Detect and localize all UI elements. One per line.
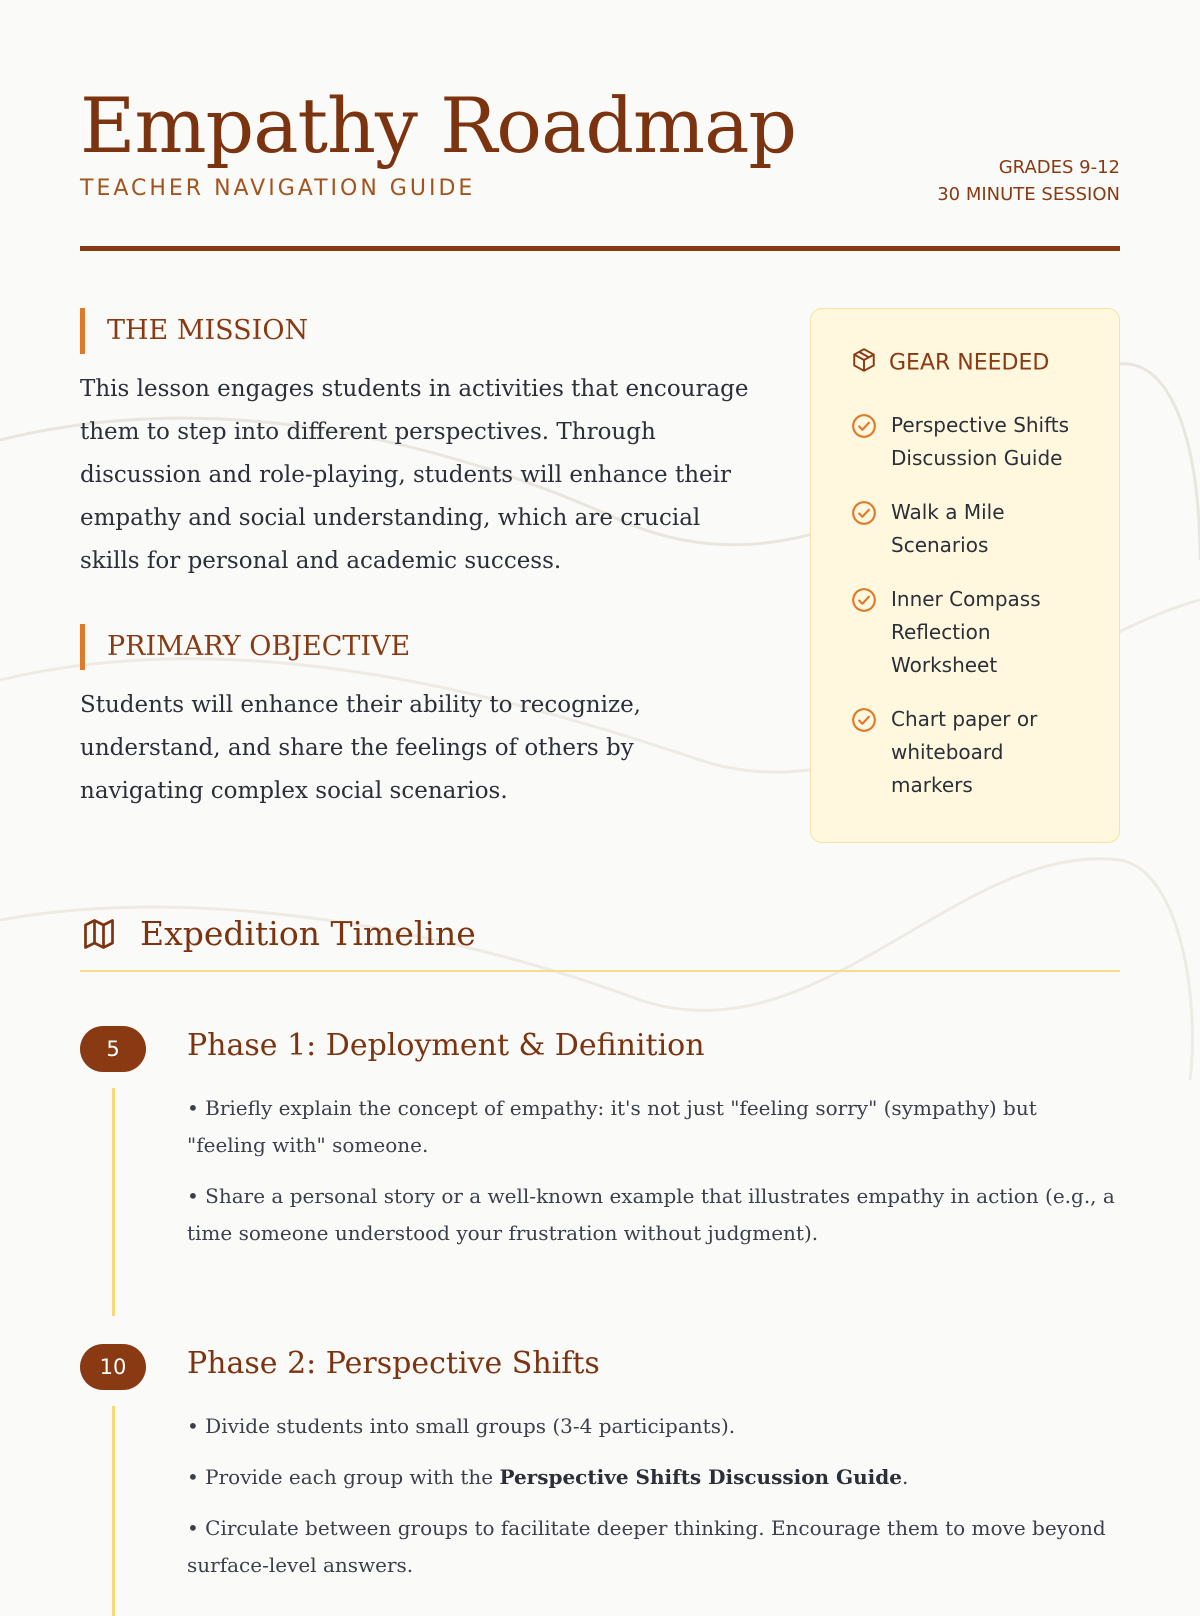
phase-title: Phase 2: Perspective Shifts: [187, 1346, 600, 1381]
page-title: Empathy Roadmap: [80, 81, 797, 170]
phase-bullet: • Divide students into small groups (3-4 participants).: [187, 1414, 736, 1438]
gear-heading: GEAR NEEDED: [851, 347, 1049, 379]
session-meta: [937, 154, 1120, 208]
phase-connector-line: [112, 1088, 115, 1316]
gear-item: [851, 409, 1101, 475]
grades-label: GRADES 9-12: [998, 157, 1120, 178]
phase-bullet: • Circulate between groups to facilitate deeper thinking. Encourage them to move beyond surface-level answers.: [187, 1516, 1106, 1577]
mission-text: This lesson engages students in activities that encourage them to step into different perspectives. Through discussion and role-playing, students will enhance their empathy and social understanding, which are crucial skills for personal and academic success.: [80, 376, 749, 574]
gear-item-label: Inner Compass Reflection Worksheet: [891, 587, 1041, 677]
timeline-divider: [80, 970, 1120, 972]
material-name: Perspective Shifts Discussion Guide: [499, 1465, 902, 1489]
page-subtitle: TEACHER NAVIGATION GUIDE: [80, 176, 476, 201]
gear-item-label: Walk a Mile Scenarios: [891, 500, 1005, 557]
box-icon: [851, 347, 877, 379]
phase-title: Phase 1: Deployment & Definition: [187, 1028, 705, 1063]
phase-bullet: • Share a personal story or a well-known example that illustrates empathy in action (e.g., a time someone understood your frustration without judgment).: [187, 1184, 1115, 1245]
check-circle-icon: [851, 587, 877, 617]
objective-text: Students will enhance their ability to recognize, understand, and share the feelings of others by navigating complex social scenarios.: [80, 692, 641, 804]
phase-bullet: • Briefly explain the concept of empathy: it's not just "feeling sorry" (sympathy) but "feeling with" someone.: [187, 1096, 1037, 1157]
phase-bullet-list: [187, 1090, 1117, 1266]
map-icon: [80, 916, 118, 960]
session-length-label: 30 MINUTE SESSION: [937, 184, 1120, 205]
phase-minutes-badge: 10: [80, 1344, 146, 1390]
lesson-page: Empathy Roadmap TEACHER NAVIGATION GUIDE GRADES 9-12 30 MINUTE SESSION THE MISSION This lesson engages students in activities that encourage them to step into different perspectives. Through discussion and role-playing, students will enhance their empathy and social understanding, which are crucial skills for personal and academic success. PRIMARY OBJECTIVE Students will enhance their ability to recognize, understand, and share the feelings of others by navigating complex social scenarios. GEAR NEEDED Perspective Shifts Discussion Guide Walk a Mile Scenarios Inner Compass Reflection Worksheet Chart paper or whiteboard markers Expedition Timeline 5 Phase 1: Deployment & Definition • Briefly explain the concept of empathy: it's not just "feeling sorry" (sympathy) but "feeling with" someone. • Share a personal story or a well-known example that illustrates empathy in action (e.g., a time someone understood your frustration without judgment). 10 Phase 2: Perspective Shifts • Divide students into small groups (3-4 participants). • Provide each group with the Perspective Shifts Discussion Guide. • Circulate between groups to facilitate deeper thinking. Encourage them to move beyond surface-level answers.: [80, 0, 1120, 1600]
gear-item-label: Perspective Shifts Discussion Guide: [891, 413, 1070, 470]
header-divider: [80, 246, 1120, 251]
check-circle-icon: [851, 707, 877, 737]
check-circle-icon: [851, 500, 877, 530]
objective-heading: PRIMARY OBJECTIVE: [80, 624, 410, 670]
gear-item: [851, 583, 1101, 682]
gear-item: [851, 703, 1101, 802]
phase-bullet-list: [187, 1408, 1117, 1598]
mission-heading: THE MISSION: [80, 308, 308, 354]
gear-item-label: Chart paper or whiteboard markers: [891, 707, 1038, 797]
check-circle-icon: [851, 413, 877, 443]
gear-needed-card: [810, 308, 1120, 843]
phase-connector-line: [112, 1406, 115, 1616]
gear-item: [851, 496, 1101, 562]
phase-minutes-badge: 5: [80, 1026, 146, 1072]
phase-bullet: • Provide each group with the Perspective Shifts Discussion Guide.: [187, 1465, 909, 1489]
